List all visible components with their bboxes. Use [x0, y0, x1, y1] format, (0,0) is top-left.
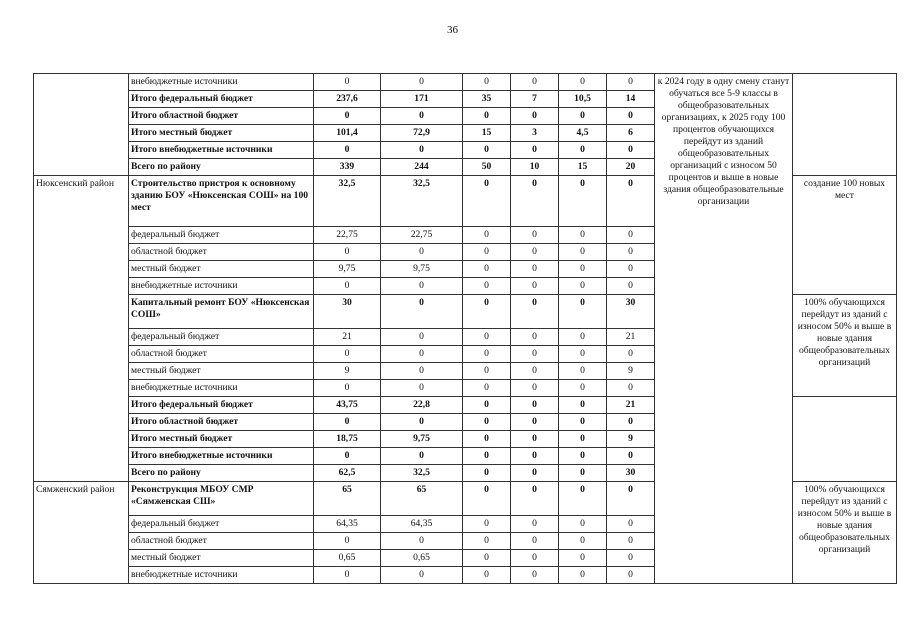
value-cell: 0: [559, 482, 607, 516]
value-cell: 0: [381, 567, 463, 584]
value-cell: 0: [511, 550, 559, 567]
value-cell: 0: [314, 142, 381, 159]
value-cell: 0: [463, 465, 511, 482]
value-cell: 0: [381, 380, 463, 397]
value-cell: 0: [463, 261, 511, 278]
item-cell: Капитальный ремонт БОУ «Нюксенская СОШ»: [129, 295, 314, 329]
value-cell: 43,75: [314, 397, 381, 414]
value-cell: 0: [511, 176, 559, 227]
value-cell: 0: [314, 244, 381, 261]
value-cell: 0: [607, 227, 655, 244]
value-cell: 339: [314, 159, 381, 176]
value-cell: 21: [314, 329, 381, 346]
value-cell: 0: [559, 448, 607, 465]
value-cell: 0: [607, 74, 655, 91]
value-cell: 0: [463, 363, 511, 380]
value-cell: 62,5: [314, 465, 381, 482]
value-cell: 0: [607, 346, 655, 363]
value-cell: 0: [314, 108, 381, 125]
value-cell: 35: [463, 91, 511, 108]
value-cell: 0: [559, 363, 607, 380]
value-cell: 171: [381, 91, 463, 108]
item-cell: Итого федеральный бюджет: [129, 91, 314, 108]
goal-note-cell: к 2024 году в одну смену станут обучаться все 5-9 классы в общеобразовательных организациях, к 2025 году 100 процентов обучающихся перейдут из зданий общеобразовательных организаций с износом 50 процентов и выше в новые здания общеобразовательные организации: [655, 74, 793, 584]
value-cell: 0: [559, 516, 607, 533]
value-cell: 30: [607, 295, 655, 329]
value-cell: 0: [559, 550, 607, 567]
item-cell: местный бюджет: [129, 363, 314, 380]
value-cell: 9: [607, 363, 655, 380]
item-cell: внебюджетные источники: [129, 380, 314, 397]
item-cell: Всего по району: [129, 159, 314, 176]
value-cell: 0: [511, 295, 559, 329]
value-cell: 0: [314, 278, 381, 295]
value-cell: 10: [511, 159, 559, 176]
value-cell: 0: [463, 397, 511, 414]
district-cell: Сямженский район: [34, 482, 129, 584]
value-cell: 0: [511, 142, 559, 159]
value-cell: 0: [463, 516, 511, 533]
value-cell: 0: [511, 431, 559, 448]
value-cell: 64,35: [381, 516, 463, 533]
value-cell: 0: [511, 397, 559, 414]
value-cell: 30: [314, 295, 381, 329]
item-cell: Всего по району: [129, 465, 314, 482]
district-cell: [34, 74, 129, 176]
value-cell: 22,75: [381, 227, 463, 244]
value-cell: 9: [607, 431, 655, 448]
value-cell: 21: [607, 329, 655, 346]
item-cell: внебюджетные источники: [129, 74, 314, 91]
value-cell: 0: [559, 108, 607, 125]
value-cell: 0: [463, 227, 511, 244]
item-cell: Итого федеральный бюджет: [129, 397, 314, 414]
result-cell: [793, 397, 897, 482]
item-cell: местный бюджет: [129, 261, 314, 278]
value-cell: 0: [381, 278, 463, 295]
value-cell: 9: [314, 363, 381, 380]
value-cell: 0: [511, 261, 559, 278]
value-cell: 0: [463, 142, 511, 159]
value-cell: 0: [511, 465, 559, 482]
item-cell: Итого внебюджетные источники: [129, 142, 314, 159]
value-cell: 0: [463, 74, 511, 91]
value-cell: 0: [559, 380, 607, 397]
value-cell: 0: [463, 295, 511, 329]
value-cell: 9,75: [381, 431, 463, 448]
value-cell: 0: [607, 550, 655, 567]
value-cell: 22,75: [314, 227, 381, 244]
value-cell: 0: [511, 567, 559, 584]
value-cell: 0: [559, 329, 607, 346]
item-cell: Реконструкция МБОУ СМР «Сямженская СШ»: [129, 482, 314, 516]
value-cell: 0: [559, 244, 607, 261]
value-cell: 0: [511, 448, 559, 465]
value-cell: 0: [463, 380, 511, 397]
value-cell: 0: [381, 329, 463, 346]
value-cell: 0: [559, 431, 607, 448]
value-cell: 0: [511, 346, 559, 363]
value-cell: 0: [463, 329, 511, 346]
value-cell: 0: [314, 74, 381, 91]
value-cell: 0: [511, 414, 559, 431]
value-cell: 0: [511, 516, 559, 533]
item-cell: внебюджетные источники: [129, 567, 314, 584]
value-cell: 32,5: [381, 465, 463, 482]
value-cell: 10,5: [559, 91, 607, 108]
item-cell: областной бюджет: [129, 533, 314, 550]
item-cell: внебюджетные источники: [129, 278, 314, 295]
result-cell: 100% обучающихся перейдут из зданий с износом 50% и выше в новые здания общеобразовательных организаций: [793, 295, 897, 397]
value-cell: 0: [463, 550, 511, 567]
value-cell: 0: [463, 533, 511, 550]
value-cell: 0: [381, 295, 463, 329]
value-cell: 0: [559, 397, 607, 414]
value-cell: 0: [559, 346, 607, 363]
value-cell: 0: [559, 414, 607, 431]
value-cell: 237,6: [314, 91, 381, 108]
value-cell: 9,75: [381, 261, 463, 278]
item-cell: Итого местный бюджет: [129, 431, 314, 448]
value-cell: 0: [559, 227, 607, 244]
value-cell: 0: [511, 227, 559, 244]
value-cell: 64,35: [314, 516, 381, 533]
item-cell: федеральный бюджет: [129, 516, 314, 533]
value-cell: 0: [511, 74, 559, 91]
item-cell: областной бюджет: [129, 244, 314, 261]
value-cell: 0: [559, 567, 607, 584]
value-cell: 0: [463, 346, 511, 363]
value-cell: 0: [381, 448, 463, 465]
value-cell: 0: [381, 346, 463, 363]
value-cell: 21: [607, 397, 655, 414]
value-cell: 0: [511, 278, 559, 295]
value-cell: 0: [463, 567, 511, 584]
value-cell: 0: [511, 108, 559, 125]
value-cell: 0: [463, 278, 511, 295]
value-cell: 15: [559, 159, 607, 176]
result-cell: создание 100 новых мест: [793, 176, 897, 295]
value-cell: 0: [559, 74, 607, 91]
item-cell: местный бюджет: [129, 550, 314, 567]
value-cell: 0: [381, 244, 463, 261]
value-cell: 0: [314, 448, 381, 465]
value-cell: 0: [607, 516, 655, 533]
value-cell: 0: [381, 74, 463, 91]
item-cell: федеральный бюджет: [129, 227, 314, 244]
value-cell: 0: [607, 533, 655, 550]
item-cell: Итого областной бюджет: [129, 414, 314, 431]
value-cell: 22,8: [381, 397, 463, 414]
value-cell: 0: [559, 533, 607, 550]
value-cell: 0: [463, 448, 511, 465]
value-cell: 0: [511, 244, 559, 261]
value-cell: 18,75: [314, 431, 381, 448]
value-cell: 0: [607, 278, 655, 295]
value-cell: 30: [607, 465, 655, 482]
value-cell: 0: [314, 567, 381, 584]
value-cell: 0: [381, 108, 463, 125]
value-cell: 0: [559, 176, 607, 227]
value-cell: 3: [511, 125, 559, 142]
value-cell: 0: [463, 244, 511, 261]
result-cell: 100% обучающихся перейдут из зданий с износом 50% и выше в новые здания общеобразовательных организаций: [793, 482, 897, 584]
value-cell: 0: [607, 176, 655, 227]
value-cell: 0: [511, 329, 559, 346]
value-cell: 0: [607, 108, 655, 125]
value-cell: 0: [314, 380, 381, 397]
value-cell: 14: [607, 91, 655, 108]
value-cell: 101,4: [314, 125, 381, 142]
value-cell: 0: [559, 465, 607, 482]
value-cell: 32,5: [381, 176, 463, 227]
item-cell: Итого областной бюджет: [129, 108, 314, 125]
value-cell: 0: [607, 567, 655, 584]
value-cell: 50: [463, 159, 511, 176]
value-cell: 0: [463, 108, 511, 125]
value-cell: 0: [559, 142, 607, 159]
value-cell: 0: [607, 482, 655, 516]
value-cell: 0: [314, 414, 381, 431]
item-cell: Итого внебюджетные источники: [129, 448, 314, 465]
value-cell: 0: [381, 363, 463, 380]
value-cell: 32,5: [314, 176, 381, 227]
table-row: [34, 74, 897, 91]
district-cell: Нюксенский район: [34, 176, 129, 482]
value-cell: 0: [463, 431, 511, 448]
value-cell: 0: [511, 363, 559, 380]
budget-table: [33, 73, 897, 584]
value-cell: 20: [607, 159, 655, 176]
value-cell: 0: [463, 482, 511, 516]
value-cell: 244: [381, 159, 463, 176]
value-cell: 0: [607, 414, 655, 431]
value-cell: 65: [381, 482, 463, 516]
value-cell: 9,75: [314, 261, 381, 278]
value-cell: 0: [511, 482, 559, 516]
value-cell: 0,65: [314, 550, 381, 567]
value-cell: 0: [463, 414, 511, 431]
item-cell: федеральный бюджет: [129, 329, 314, 346]
value-cell: 4,5: [559, 125, 607, 142]
value-cell: 6: [607, 125, 655, 142]
value-cell: 0: [381, 414, 463, 431]
item-cell: Строительство пристроя к основному зданию БОУ «Нюксенская СОШ» на 100 мест: [129, 176, 314, 227]
value-cell: 0: [511, 533, 559, 550]
item-cell: областной бюджет: [129, 346, 314, 363]
value-cell: 0: [559, 295, 607, 329]
value-cell: 7: [511, 91, 559, 108]
value-cell: 0: [381, 533, 463, 550]
value-cell: 0,65: [381, 550, 463, 567]
value-cell: 0: [511, 380, 559, 397]
item-cell: Итого местный бюджет: [129, 125, 314, 142]
value-cell: 0: [607, 244, 655, 261]
value-cell: 0: [559, 261, 607, 278]
page-number: 36: [447, 24, 458, 36]
value-cell: 72,9: [381, 125, 463, 142]
result-cell: [793, 74, 897, 176]
value-cell: 0: [314, 533, 381, 550]
value-cell: 0: [607, 142, 655, 159]
value-cell: 0: [381, 142, 463, 159]
value-cell: 0: [559, 278, 607, 295]
value-cell: 65: [314, 482, 381, 516]
value-cell: 0: [607, 261, 655, 278]
value-cell: 0: [314, 346, 381, 363]
value-cell: 0: [463, 176, 511, 227]
value-cell: 0: [607, 380, 655, 397]
value-cell: 15: [463, 125, 511, 142]
value-cell: 0: [607, 448, 655, 465]
